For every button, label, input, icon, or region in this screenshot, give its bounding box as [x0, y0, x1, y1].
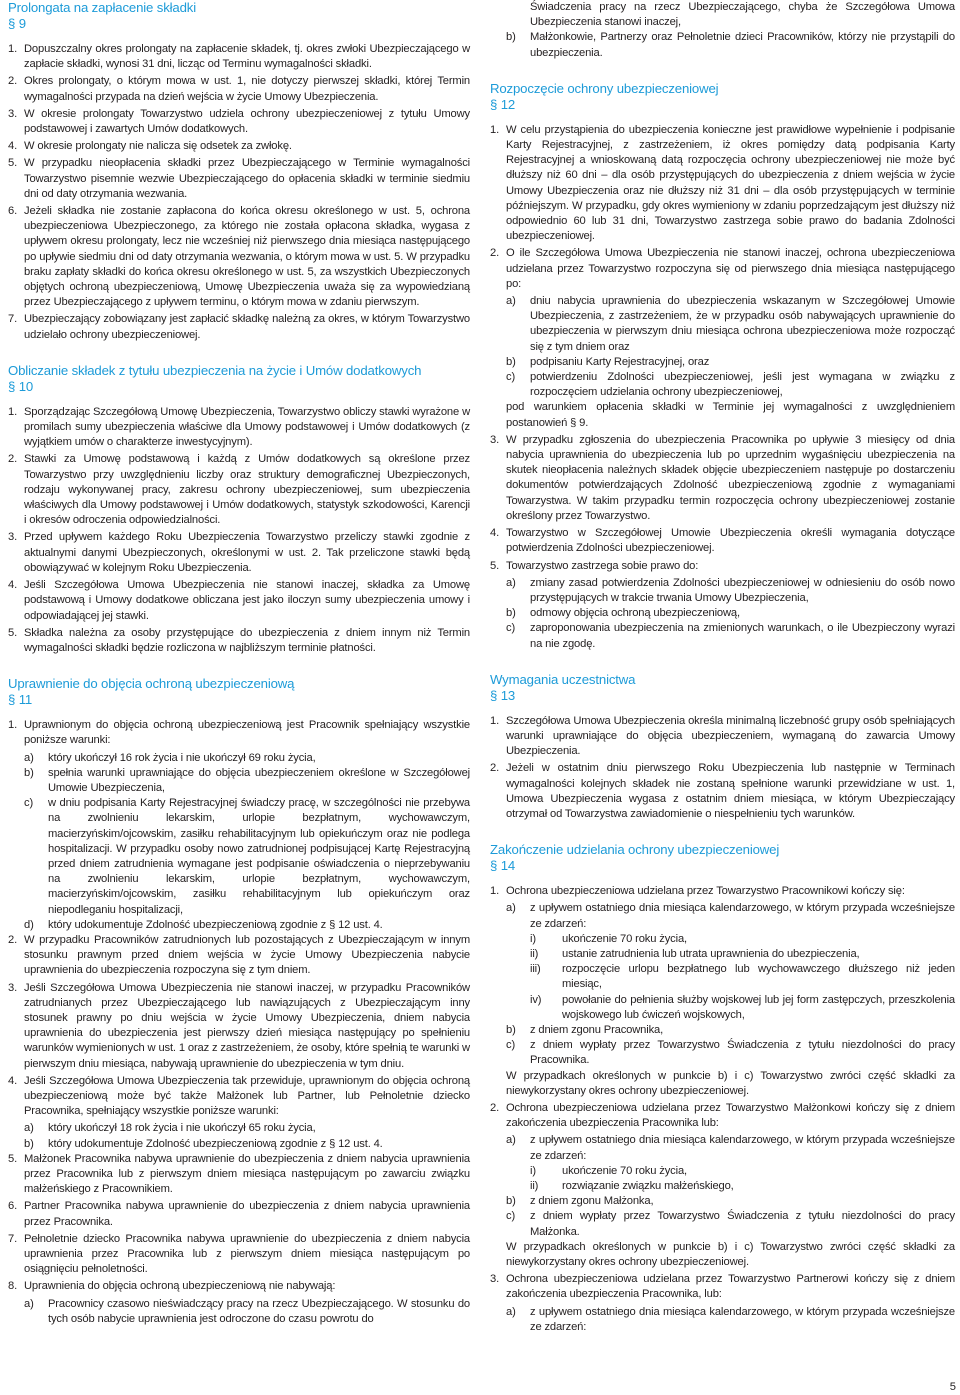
- item-number: 2.: [8, 75, 18, 88]
- list-item: 2. Jeżeli w ostatnim dniu pierwszego Roku Ubezpieczenia lub następnie w Terminach wymagalności kolejnych składek nie zostaną spełnione warunki przewidziane w ust. 1, Umowa Ubezpieczenia wygasa z ostatnim dniem miesiąca, w którym Ubezpieczający otrzymał od Towarzystwa zawiadomienie o niespełnieniu tych warunków.: [490, 762, 955, 820]
- list-item: [8, 156, 470, 202]
- sub-item: a) dniu nabycia uprawnienia do ubezpieczenia wskazanym w Szczegółowej Umowie Ubezpieczenia, z zastrzeżeniem, że w przypadku osób nabywających uprawnienie do ubezpieczenia w pierwszym dniu miesiąca ochrona ubezpieczeniowa może rozpocząć się z tym dniem oraz: [506, 295, 955, 353]
- item-text: Jeżeli składka nie zostanie zapłacona do końca okresu określonego w ust. 5, ochrona ubezpieczeniowa Ubezpieczonego, za którego nie została opłacona składka, wygasa z upływem okresu prolongaty, lecz nie wcześniej niż pierwszego dnia miesiąca następującego po upływie siedmiu dni od daty otrzymania wezwania, o którym mowa w ust. 5. W przypadku braku zapłaty składki do końca okresu określonego w ust. 5, za wszystkich Ubezpieczonych objętych ochroną ubezpieczeniową, Umowę Ubezpieczenia uważa się za wypowiedzianą przez Ubezpieczającego z upływem terminu, o którym mowa w zdaniu pierwszym.: [24, 205, 470, 309]
- sub-sub-item: ii) ustanie zatrudnienia lub utrata uprawnienia do ubezpieczenia,: [530, 947, 860, 960]
- section-title: Rozpoczęcie ochrony ubezpieczeniowej: [490, 80, 719, 96]
- item-text: W przypadku nieopłacenia składki przez Ubezpieczającego w Terminie wymagalności Towarzystwo pisemnie wezwie Ubezpieczającego do opłacenia składki w terminie siedmiu dni od daty otrzymania wezwania.: [24, 157, 470, 200]
- sub-item: b) z dniem zgonu Małżonka,: [506, 1195, 654, 1208]
- sub-item: a) z upływem ostatniego dnia miesiąca kalendarzowego, w którym przypada wcześniejsze ze zdarzeń:: [506, 1305, 955, 1333]
- sub-item: a) który ukończył 18 rok życia i nie ukończył 65 roku życia,: [24, 1122, 316, 1135]
- sub-item: b) Małżonkowie, Partnerzy oraz Pełnoletnie dzieci Pracowników, którzy nie przystąpili do ubezpieczenia.: [506, 31, 955, 59]
- item-text: Stawki za Umowę podstawową i każdą z Umów dodatkowych są określone przez Towarzystwo przy uwzględnieniu liczby oraz struktury demograficznej Ubezpieczonych, rodzaju wykonywanej pracy, zakresu ochrony ubezpieczeniowej, sum ubezpieczenia właściwych dla Umowy podstawowej i Umów dodatkowych, statystyk szkodowości, Karencji i okresów odroczenia odpowiedzialności.: [24, 453, 470, 527]
- sub-item: c) zaproponowania ubezpieczenia na zmienionych warunkach, o ile Ubezpieczony wyrazi na nie zgodę.: [506, 622, 955, 650]
- list-item: 2. Ochrona ubezpieczeniowa udzielana przez Towarzystwo Małżonkowi kończy się z dniem zakończenia ubezpieczenia Pracownika lub:: [490, 1101, 955, 1130]
- sub-item: a) Pracownicy czasowo nieświadczący pracy na rzecz Ubezpieczającego. W stosunku do tych osób nabycie uprawnienia jest odroczone do czasu powrotu do: [24, 1297, 470, 1325]
- list-item: [8, 312, 470, 342]
- sub-item: b) spełnia warunki uprawniające do objęcia ubezpieczeniem określone w Szczegółowej Umowie Ubezpieczenia,: [24, 766, 470, 794]
- section-number: § 9: [8, 16, 26, 31]
- sub-item: a) z upływem ostatniego dnia miesiąca kalendarzowego, w którym przypada wcześniejsze ze zdarzeń:: [506, 902, 955, 930]
- section-number: § 13: [490, 687, 516, 703]
- section-10: [8, 363, 470, 656]
- item-number: 5.: [8, 626, 18, 639]
- sub-item: b) podpisaniu Karty Rejestracyjnej, oraz: [506, 355, 710, 368]
- sub-item: b) odmowy objęcia ochroną ubezpieczeniową,: [506, 607, 740, 620]
- item-text: W okresie prolongaty nie nalicza się odsetek za zwłokę.: [24, 140, 292, 153]
- section-number: § 12: [490, 96, 516, 112]
- item-number: 5.: [8, 157, 18, 170]
- list-item: 4. Towarzystwo w Szczegółowej Umowie Ubezpieczenia określi wymagania dotyczące potwierdzenia Zdolności ubezpieczeniowej.: [490, 527, 955, 555]
- item-text: Jeśli Szczegółowa Umowa Ubezpieczenia nie stanowi inaczej, składka za Umowę podstawową i Umowy dodatkowe obliczana jest jako iloczyn sumy ubezpieczenia umowy i odpowiadającej jej stawki.: [24, 579, 470, 622]
- item-text: Dopuszczalny okres prolongaty na zapłacenie składek, tj. okres zwłoki Ubezpieczającego w zapłacie składki, wynosi 31 dni, licząc od Terminu wymagalności składki.: [24, 43, 470, 71]
- item-text: Sporządzając Szczegółową Umowę Ubezpieczenia, Towarzystwo obliczy stawki wyrażone w promilach sumy ubezpieczenia właściwe dla Umowy podstawowej i Umów dodatkowych (z wyjątkiem umów o charakterze inwestycyjnym).: [24, 405, 470, 449]
- section-number: § 14: [490, 858, 516, 874]
- list-item: 7. Pełnoletnie dziecko Pracownika nabywa uprawnienie do ubezpieczenia z dniem nabycia uprawnienia przez Pracownika lub z pierwszym dniem miesiąca następującym po osiągnięciu pełnoletności.: [8, 1232, 470, 1276]
- section-number: § 11: [8, 692, 33, 708]
- list-item: 3. Ochrona ubezpieczeniowa udzielana przez Towarzystwo Partnerowi kończy się z dniem zakończenia ubezpieczenia Pracownika, lub:: [490, 1273, 955, 1301]
- list-item: 3. Jeśli Szczegółowa Umowa Ubezpieczenia nie stanowi inaczej, w przypadku Pracowników zatrudnianych przez Ubezpieczającego lub nawiązujących z Ubezpieczającym inny stosunek prawny po dniu wejścia w życie Umowy Ubezpieczenia, dniem nabycia uprawnienia do ubezpieczenia jest pierwszy dzień miesiąca następujący po spełnieniu warunków wymienionych w ust. 1 oraz z zastrzeżeniem, że osoby, które spełnią te warunki w pierwszym dniu miesiąca, nabywają uprawnienie do ubezpieczenia w tym dniu.: [8, 981, 470, 1070]
- continued-text: W przypadkach określonych w punkcie b) i c) Towarzystwo zwróci część składki za niewykorzystany okres ochrony ubezpieczeniowej.: [506, 1069, 955, 1097]
- item-text: W okresie prolongaty Towarzystwo udziela ochrony ubezpieczeniowej z tytułu Umowy podstawowej i zawartych Umów dodatkowych.: [24, 107, 470, 136]
- list-item: [8, 530, 470, 576]
- list-item: 6. Partner Pracownika nabywa uprawnienie do ubezpieczenia z dniem nabycia uprawnienia przez Pracownika.: [8, 1200, 470, 1228]
- section-items: [8, 42, 470, 343]
- item-number: 3.: [8, 107, 18, 120]
- left-column: [8, 0, 470, 1347]
- sub-item: b) który udokumentuje Zdolność ubezpieczeniową zgodnie z § 12 ust. 4.: [24, 1137, 383, 1150]
- section-items: [8, 405, 470, 656]
- list-item: [8, 42, 470, 72]
- section-number: § 10: [8, 378, 34, 394]
- list-item: [8, 204, 470, 310]
- item-text: Ubezpieczający zobowiązany jest zapłacić składkę należną za okres, w którym Towarzystwo udzielało ochrony ubezpieczeniowej.: [24, 313, 470, 341]
- right-column: [490, 0, 955, 1355]
- sub-sub-item: iii) rozpoczęcie urlopu bezpłatnego lub wychowawczego dłuższego niż jeden miesiąc,: [530, 963, 955, 991]
- section-title: Uprawnienie do objęcia ochroną ubezpieczeniową: [8, 676, 295, 692]
- list-item: 3. W przypadku zgłoszenia do ubezpieczenia Pracownika po upływie 3 miesięcy od dnia nabycia uprawnienia do ubezpieczenia lub po uprzednim wygaśnięciu ubezpieczenia na skutek nieopłacenia należnych składek objęcie ubezpieczeniem następuje po dostarczeniu dokumentów potwierdzających Zdolność ubezpieczeniową zgodnie z wymaganiami Towarzystwa. W takim przypadku termin rozpoczęcia ochrony ubezpieczeniowej zostanie określony przez Towarzystwo.: [490, 433, 955, 522]
- item-number: 4.: [8, 579, 18, 592]
- item-number: 3.: [8, 531, 18, 544]
- item-number: 1.: [8, 405, 18, 418]
- sub-sub-item: i) ukończenie 70 roku życia,: [530, 1164, 687, 1177]
- list-item: 5. Małżonek Pracownika nabywa uprawnienie do ubezpieczenia z dniem nabycia uprawnienia przez Pracownika lub z pierwszym dniem miesiąca następującym po zawarciu związku małżeńskiego z Pracownikiem.: [8, 1152, 470, 1196]
- sub-item: c) w dniu podpisania Karty Rejestracyjnej świadczy pracę, w szczególności nie przebywa na zwolnieniu lekarskim, urlopie bezpłatnym, wychowawczym, macierzyńskim/ojcowskim, zasiłku rehabilitacyjnym lub opiekuńczym oraz nie podlega hospitalizacji. W przypadku osoby nowo zatrudnionej podpisującej Kartę Rejestracyjną przed dniem zatrudnienia wymagane jest podpisanie oświadczenia o nieprzebywaniu na zwolnieniu lekarskim, urlopie bezpłatnym, wychowawczym, macierzyńskim/ojcowskim, zasiłku rehabilitacyjnym lub opiekuńczym oraz niepodleganiu hospitalizacji,: [24, 797, 470, 916]
- list-item: 5. Towarzystwo zastrzega sobie prawo do:: [490, 559, 699, 572]
- sub-sub-item: i) ukończenie 70 roku życia,: [530, 932, 687, 945]
- list-item: 2. O ile Szczegółowa Umowa Ubezpieczenia nie stanowi inaczej, ochrona ubezpieczeniowa udzielana przez Towarzystwo rozpoczyna się od pierwszego dnia miesiąca następującego po:: [490, 247, 955, 290]
- item-number: 2.: [8, 453, 18, 466]
- section-9: [8, 0, 470, 343]
- section-title: Wymagania uczestnictwa: [490, 671, 636, 687]
- sub-item: d) który udokumentuje Zdolność ubezpieczeniową zgodnie z § 12 ust. 4.: [24, 918, 383, 931]
- item-text: Składka należna za osoby przystępujące do ubezpieczenia z dniem innym niż Termin wymagalności składki będzie rozliczona w najbliższym terminie płatności.: [24, 626, 470, 654]
- sub-item: a) zmiany zasad potwierdzenia Zdolności ubezpieczeniowej w odniesieniu do osób nowo przystępujących w trakcie trwania Umowy Ubezpieczenia,: [506, 576, 955, 604]
- sub-item: a) który ukończył 16 rok życia i nie ukończył 69 roku życia,: [24, 751, 316, 764]
- item-number: 7.: [8, 313, 18, 326]
- continued-text: W przypadkach określonych w punkcie b) i c) Towarzystwo zwróci część składki za niewykorzystany okres ochrony ubezpieczeniowej.: [506, 1240, 955, 1269]
- list-item: [8, 405, 470, 451]
- sub-item: a) z upływem ostatniego dnia miesiąca kalendarzowego, w którym przypada wcześniejsze ze zdarzeń:: [506, 1134, 955, 1162]
- item-text: Okres prolongaty, o którym mowa w ust. 1, nie dotyczy pierwszej składki, której Termin wymagalności przypada na dzień wejścia w życie Umowy Ubezpieczenia.: [24, 75, 470, 103]
- list-item: [8, 107, 470, 137]
- list-item: 2. W przypadku Pracowników zatrudnionych lub pozostających z Ubezpieczającym w innym stosunku prawnym przed dniem wejścia w życie Umowy Ubezpieczenia nabycie uprawnienia do ubezpieczenia rozpoczyna się z tym dniem.: [8, 933, 470, 977]
- item-number: 6.: [8, 205, 18, 218]
- section-title: Prolongata na zapłacenie składki: [8, 0, 197, 15]
- sub-sub-item: ii) rozwiązanie związku małżeńskiego,: [530, 1180, 734, 1192]
- list-item: [8, 452, 470, 528]
- section-14: [490, 842, 955, 1335]
- item-number: 1.: [8, 43, 18, 55]
- list-item: 1. Szczegółowa Umowa Ubezpieczenia określa minimalną liczebność grupy osób spełniających warunki uprawniające do objęcia ubezpieczeniem, wymaganą do zawarcia Umowy Ubezpieczenia.: [490, 714, 955, 758]
- list-item: 1. W celu przystąpienia do ubezpieczenia konieczne jest prawidłowe wypełnienie i podpisanie Karty Rejestracyjnej, z zastrzeżeniem, iż okres pomiędzy datą podpisania Karty Rejestracyjnej a wnioskowaną datą rozpoczęcia ochrony ubezpieczeniowej nie może być dłuższy niż 60 dni – dla osób przystępujących do ubezpieczenia z dniem wejścia w życie Umowy Ubezpieczenia oraz nie dłuższy niż 31 dni – dla osób przystępujących w terminie późniejszym. W przypadku, gdy okres wymieniony w zdaniu poprzedzającym jest dłuższy niż odpowiednio 60 lub 31 dni, Towarzystwo zastrzega sobie prawo do badania Zdolności ubezpieczeniowej.: [490, 123, 955, 243]
- list-item: 1. Ochrona ubezpieczeniowa udzielana przez Towarzystwo Pracownikowi kończy się:: [490, 885, 905, 898]
- sub-sub-item: iv) powołanie do pełnienia służby wojskowej lub jej form zastępczych, przeszkolenia wojskowego lub ćwiczeń wojskowych,: [530, 993, 955, 1021]
- sub-item: c) potwierdzeniu Zdolności ubezpieczeniowej, jeśli jest wymagana w związku z rozpoczęciem udzielania ochrony ubezpieczeniowej,: [506, 371, 955, 399]
- section-title: Zakończenie udzielania ochrony ubezpieczeniowej: [490, 842, 780, 858]
- list-item: 8. Uprawnienia do objęcia ochroną ubezpieczeniową nie nabywają:: [8, 1280, 336, 1293]
- sub-item: c) z dniem wypłaty przez Towarzystwo Świadczenia z tytułu niezdolności do pracy Pracownika.: [506, 1039, 955, 1067]
- sub-item: c) z dniem wypłaty przez Towarzystwo Świadczenia z tytułu niezdolności do pracy Małżonka.: [506, 1210, 955, 1238]
- list-item: [8, 74, 470, 104]
- page-number: 5: [949, 1381, 956, 1393]
- item-text: Przed upływem każdego Roku Ubezpieczenia Towarzystwo przeliczy stawki zgodnie z aktualnymi danymi Ubezpieczonych, określonymi w ust. 2. Tak przeliczone stawki będą obowiązywać w kolejnym Roku Ubezpieczenia.: [24, 531, 470, 574]
- item-number: 4.: [8, 140, 18, 153]
- list-item: [8, 626, 470, 656]
- sub-item: b) z dniem zgonu Pracownika,: [506, 1023, 664, 1036]
- continued-text: pod warunkiem opłacenia składki w Terminie jej wymagalności z uwzględnieniem postanowień § 9.: [506, 401, 955, 429]
- list-item: 4. Jeśli Szczegółowa Umowa Ubezpieczenia tak przewiduje, uprawnionym do objęcia ochroną ubezpieczeniową może być także Małżonek lub Partner, lub Pełnoletnie dziecko Pracownika, spełniający wszystkie poniższe warunki:: [8, 1074, 470, 1118]
- list-item: 1. Uprawnionym do objęcia ochroną ubezpieczeniową jest Pracownik spełniający wszystkie poniższe warunki:: [8, 719, 470, 747]
- section-13: [490, 672, 955, 822]
- section-title: Obliczanie składek z tytułu ubezpieczenia na życie i Umów dodatkowych: [8, 362, 422, 378]
- continued-text: Świadczenia pracy na rzecz Ubezpieczającego, chyba że Szczegółowa Umowa Ubezpieczenia stanowi inaczej,: [530, 1, 955, 29]
- list-item: [8, 578, 470, 624]
- section-11: [8, 676, 470, 1327]
- list-item: [8, 139, 470, 154]
- section-12: [490, 81, 955, 652]
